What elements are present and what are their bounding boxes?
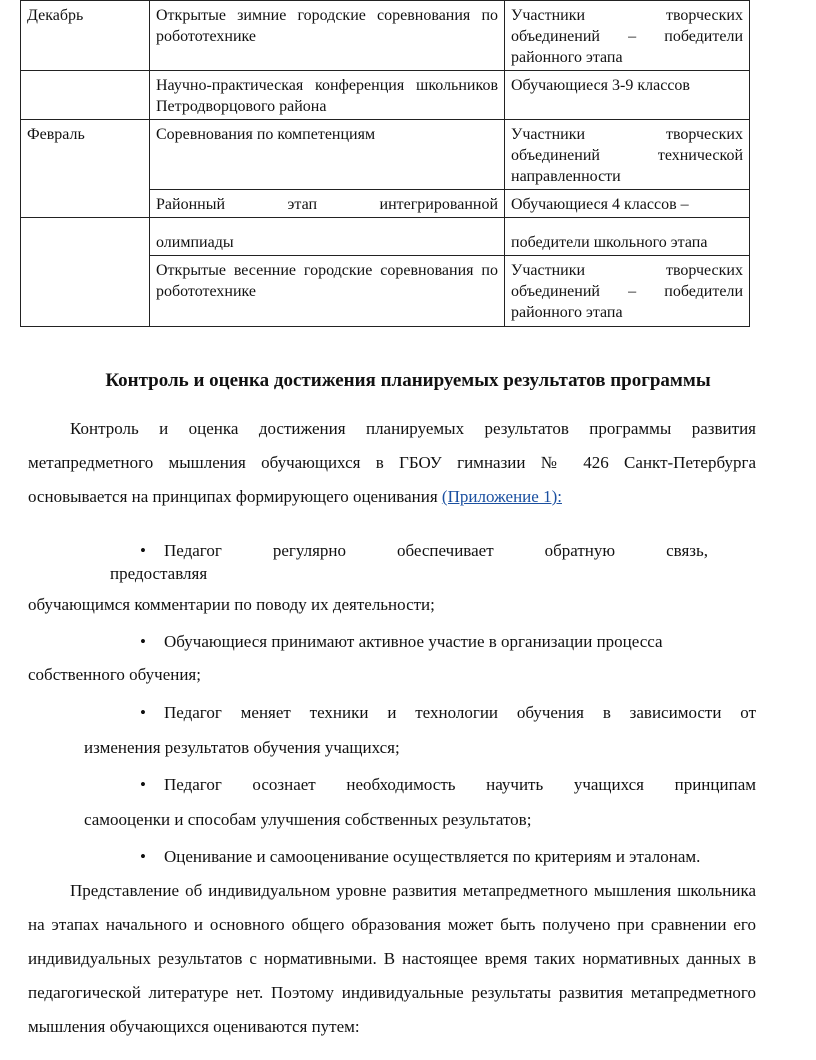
bullet-item: • Оценивание и самооценивание осуществляется по критериям и эталонам. (140, 847, 701, 866)
bullet-item: • Педагог осознает необходимость научить учащихся принципам (140, 775, 756, 794)
event-cell: Научно-практическая конференция школьников Петродворцового района (150, 71, 505, 120)
participants-cell: Участники творческих объединений технической направленности (505, 120, 750, 190)
event-cell: Соревнования по компетенциям (150, 120, 505, 190)
table-row (21, 256, 750, 327)
event-cell: Открытые зимние городские соревнования по робототехнике (150, 1, 505, 71)
bullet-continuation: обучающимся комментарии по поводу их деятельности; (28, 595, 435, 614)
table-row (21, 71, 750, 120)
month-cell (21, 218, 150, 256)
participants-cell: Обучающиеся 3-9 классов (505, 71, 750, 120)
bullet-continuation: самооценки и способам улучшения собственных результатов; (84, 810, 532, 829)
closing-paragraph: Представление об индивидуальном уровне развития метапредметного мышления школьника на этапах начального и основного общего образования может быть получено при сравнении его индивидуальных результатов с нормативными. В настоящее время таких нормативных данных в педагогической литературе нет. Поэтому индивидуальные результаты развития метапредметного мышления обучающихся оцениваются путем: (28, 881, 756, 1036)
bullet-continuation: собственного обучения; (28, 665, 201, 684)
month-cell: Февраль (21, 120, 150, 190)
event-cell: Открытые весенние городские соревнования по робототехнике (150, 256, 505, 327)
event-cell: олимпиады (150, 218, 505, 256)
bullet-item: • Педагог меняет техники и технологии обучения в зависимости от (140, 703, 756, 722)
participants-cell: победители школьного этапа (505, 218, 750, 256)
month-cell (21, 71, 150, 120)
participants-cell: Участники творческих объединений – победители районного этапа (505, 1, 750, 71)
participants-cell: Обучающиеся 4 классов – (505, 190, 750, 218)
bullet-item: • Обучающиеся принимают активное участие в организации процесса (140, 632, 663, 651)
month-cell: Декабрь (21, 1, 150, 71)
table-row (21, 120, 750, 190)
month-cell (21, 190, 150, 218)
appendix-link[interactable]: (Приложение 1): (441, 487, 562, 506)
participants-cell: Участники творческих объединений – победители районного этапа (505, 256, 750, 327)
bullet-item: • Педагог регулярно обеспечивает обратную связь, (140, 541, 708, 560)
table-row (21, 218, 750, 256)
section-title: Контроль и оценка достижения планируемых результатов программы (105, 370, 711, 391)
bullet-continuation: предоставляя (110, 564, 208, 583)
table-row (21, 1, 750, 71)
intro-paragraph (28, 412, 756, 514)
intro-text: Контроль и оценка достижения планируемых результатов программы развития метапредметного мышления обучающихся в ГБОУ гимназии № 426 Санкт-Петербурга основывается на принципах формирующего оценивания (28, 419, 756, 506)
events-table (20, 0, 750, 327)
table-row (21, 190, 750, 218)
month-cell (21, 256, 150, 327)
bullet-continuation: изменения результатов обучения учащихся; (84, 738, 400, 757)
event-cell: Районный этап интегрированной (150, 190, 505, 218)
